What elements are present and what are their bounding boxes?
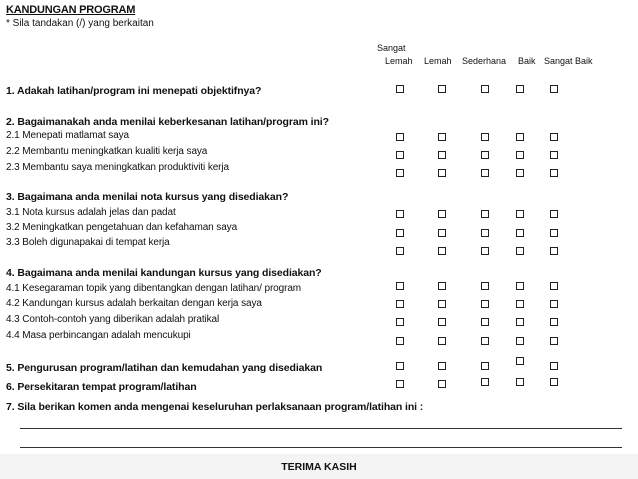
q4-4-checkbox-sangat-baik[interactable] [550,337,558,345]
q2-3-checkbox-baik[interactable] [516,169,524,177]
q6-checkbox-baik[interactable] [516,378,524,386]
question-3-1: 3.1 Nota kursus adalah jelas dan padat [6,207,176,218]
instruction-text: * Sila tandakan (/) yang berkaitan [6,18,154,29]
q3-3-checkbox-sangat-lemah[interactable] [396,247,404,255]
question-4-1: 4.1 Kesegaraman topik yang dibentangkan dengan latihan/ program [6,283,302,294]
q6-checkbox-lemah[interactable] [438,380,446,388]
q3-1-checkbox-sederhana[interactable] [481,210,489,218]
question-3: 3. Bagaimana anda menilai nota kursus yang disediakan? [6,191,289,203]
q6-checkbox-sederhana[interactable] [481,378,489,386]
question-4-3: 4.3 Contoh-contoh yang diberikan adalah pratikal [6,314,220,325]
question-2-1: 2.1 Menepati matlamat saya [6,130,130,141]
q2-1-checkbox-sederhana[interactable] [481,133,489,141]
scale-header-sangat: Sangat [377,43,406,53]
q4-1-checkbox-lemah[interactable] [438,282,446,290]
q4-2-checkbox-sederhana[interactable] [481,300,489,308]
q3-1-checkbox-lemah[interactable] [438,210,446,218]
question-3-2: 3.2 Meningkatkan pengetahuan dan kefahaman saya [6,222,238,233]
q1-checkbox-sederhana[interactable] [481,85,489,93]
q4-1-checkbox-sederhana[interactable] [481,282,489,290]
q5-checkbox-lemah[interactable] [438,362,446,370]
question-2: 2. Bagaimanakah anda menilai keberkesanan latihan/program ini? [6,116,329,128]
q4-1-checkbox-baik[interactable] [516,282,524,290]
q3-1-checkbox-sangat-lemah[interactable] [396,210,404,218]
q5-checkbox-sangat-baik[interactable] [550,362,558,370]
q4-4-checkbox-baik[interactable] [516,337,524,345]
q2-1-checkbox-sangat-lemah[interactable] [396,133,404,141]
q2-2-checkbox-baik[interactable] [516,151,524,159]
question-7: 7. Sila berikan komen anda mengenai keseluruhan perlaksanaan program/latihan ini : [6,401,424,413]
q4-2-checkbox-sangat-lemah[interactable] [396,300,404,308]
comment-line-2[interactable] [20,447,622,448]
q4-1-checkbox-sangat-baik[interactable] [550,282,558,290]
q2-3-checkbox-lemah[interactable] [438,169,446,177]
q1-checkbox-sangat-lemah[interactable] [396,85,404,93]
q3-3-checkbox-baik[interactable] [516,247,524,255]
q2-1-checkbox-sangat-baik[interactable] [550,133,558,141]
question-1: 1. Adakah latihan/program ini menepati objektifnya? [6,85,262,97]
q3-2-checkbox-sangat-lemah[interactable] [396,229,404,237]
q4-2-checkbox-sangat-baik[interactable] [550,300,558,308]
q3-3-checkbox-lemah[interactable] [438,247,446,255]
q1-checkbox-sangat-baik[interactable] [550,85,558,93]
question-5: 5. Pengurusan program/latihan dan kemudahan yang disediakan [6,362,323,374]
q2-3-checkbox-sederhana[interactable] [481,169,489,177]
q5-checkbox-sederhana[interactable] [481,362,489,370]
question-2-2: 2.2 Membantu meningkatkan kualiti kerja saya [6,146,208,157]
q3-2-checkbox-lemah[interactable] [438,229,446,237]
question-4-4: 4.4 Masa perbincangan adalah mencukupi [6,330,191,341]
q2-2-checkbox-sederhana[interactable] [481,151,489,159]
scale-header-sangat-baik: Sangat Baik [544,56,593,66]
q1-checkbox-lemah[interactable] [438,85,446,93]
scale-header-lemah: Lemah [424,56,452,66]
question-3-3: 3.3 Boleh digunapakai di tempat kerja [6,237,170,248]
scale-header-sederhana: Sederhana [462,56,507,66]
q2-2-checkbox-sangat-baik[interactable] [550,151,558,159]
comment-line-1[interactable] [20,428,622,429]
question-4-2: 4.2 Kandungan kursus adalah berkaitan dengan kerja saya [6,298,262,309]
q4-4-checkbox-lemah[interactable] [438,337,446,345]
q3-1-checkbox-baik[interactable] [516,210,524,218]
question-2-3: 2.3 Membantu saya meningkatkan produktiviti kerja [6,162,229,173]
q2-2-checkbox-sangat-lemah[interactable] [396,151,404,159]
q4-3-checkbox-sederhana[interactable] [481,318,489,326]
thank-you-text: TERIMA KASIH [281,461,357,473]
q4-3-checkbox-sangat-baik[interactable] [550,318,558,326]
q4-4-checkbox-sederhana[interactable] [481,337,489,345]
q4-3-checkbox-lemah[interactable] [438,318,446,326]
q5-checkbox-baik[interactable] [516,357,524,365]
q2-1-checkbox-baik[interactable] [516,133,524,141]
q4-2-checkbox-lemah[interactable] [438,300,446,308]
q4-2-checkbox-baik[interactable] [516,300,524,308]
section-title: KANDUNGAN PROGRAM [6,4,136,16]
q4-3-checkbox-sangat-lemah[interactable] [396,318,404,326]
q3-2-checkbox-sangat-baik[interactable] [550,229,558,237]
q4-1-checkbox-sangat-lemah[interactable] [396,282,404,290]
q3-3-checkbox-sederhana[interactable] [481,247,489,255]
q3-3-checkbox-sangat-baik[interactable] [550,247,558,255]
q1-checkbox-baik[interactable] [516,85,524,93]
q3-2-checkbox-baik[interactable] [516,229,524,237]
q2-1-checkbox-lemah[interactable] [438,133,446,141]
scale-header-sangat-lemah: Lemah [385,56,413,66]
q6-checkbox-sangat-lemah[interactable] [396,380,404,388]
question-6: 6. Persekitaran tempat program/latihan [6,381,197,393]
q3-1-checkbox-sangat-baik[interactable] [550,210,558,218]
q2-3-checkbox-sangat-lemah[interactable] [396,169,404,177]
q2-2-checkbox-lemah[interactable] [438,151,446,159]
q5-checkbox-sangat-lemah[interactable] [396,362,404,370]
scale-header-baik: Baik [518,56,536,66]
q4-3-checkbox-baik[interactable] [516,318,524,326]
q2-3-checkbox-sangat-baik[interactable] [550,169,558,177]
q6-checkbox-sangat-baik[interactable] [550,378,558,386]
question-4: 4. Bagaimana anda menilai kandungan kursus yang disediakan? [6,267,322,279]
q4-4-checkbox-sangat-lemah[interactable] [396,337,404,345]
q3-2-checkbox-sederhana[interactable] [481,229,489,237]
